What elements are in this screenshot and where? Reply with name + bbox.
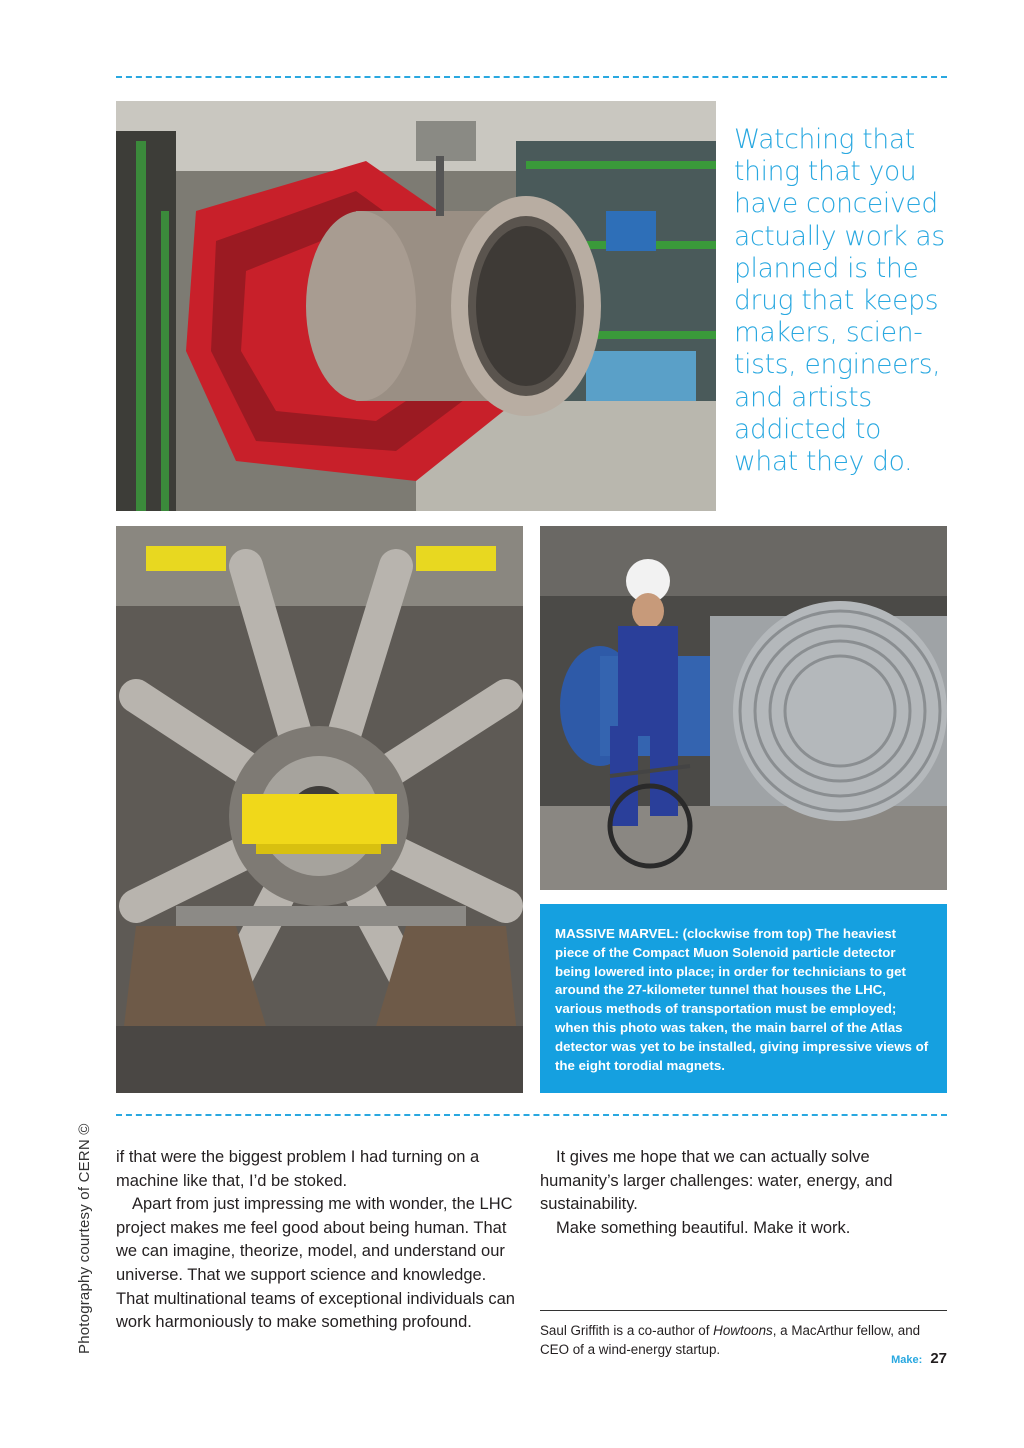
photo-credit: Photography courtesy of CERN © <box>76 1123 93 1354</box>
photo-atlas-toroids <box>116 526 523 1093</box>
photo-caption: MASSIVE MARVEL: (clockwise from top) The heaviest piece of the Compact Muon Solenoid particle detector being lowered into place; in order for technicians to get around the 27-kilometer tunnel that houses the LHC, various methods of transportation must be employed; when this photo was taken, the main barrel of the Atlas detector was yet to be installed, giving impressive views of the eight torodial magnets. <box>540 904 947 1093</box>
page-folio <box>891 1350 947 1368</box>
body-paragraph: Apart from just impressing me with wonder, the LHC project makes me feel good about being human. That we can imagine, theorize, model, and understand our universe. That we support science and knowledge. That multinational teams of exceptional individuals can work harmoniously to make something profound. <box>116 1195 515 1332</box>
bio-text: , a MacArthur fellow, and CEO of a wind-energy startup. <box>540 1323 921 1357</box>
middle-dashed-rule <box>116 1114 947 1116</box>
pull-quote: Watching that thing that you have conceived actually work as planned is the drug that keeps makers, scien- tists, engineers, and artists addicted to what they do. <box>734 124 945 478</box>
bio-rule <box>540 1310 947 1311</box>
author-bio <box>540 1321 950 1359</box>
body-paragraph: if that were the biggest problem I had turning on a machine like that, I’d be stoked. <box>116 1148 480 1190</box>
magazine-brand: Make: <box>891 1354 923 1366</box>
bio-book-title: Howtoons <box>713 1323 773 1338</box>
body-column-left <box>116 1146 516 1335</box>
photo-tunnel-bicycle <box>540 526 947 890</box>
top-dashed-rule <box>116 76 947 78</box>
bio-text: Saul Griffith is a co-author of <box>540 1323 714 1338</box>
page-number: 27 <box>930 1350 947 1367</box>
photo-cms-detector <box>116 101 716 511</box>
body-paragraph: It gives me hope that we can actually solve humanity’s larger challenges: water, energy, and sustainability. <box>540 1148 893 1214</box>
body-column-right <box>540 1146 940 1240</box>
body-paragraph: Make something beautiful. Make it work. <box>556 1218 851 1237</box>
